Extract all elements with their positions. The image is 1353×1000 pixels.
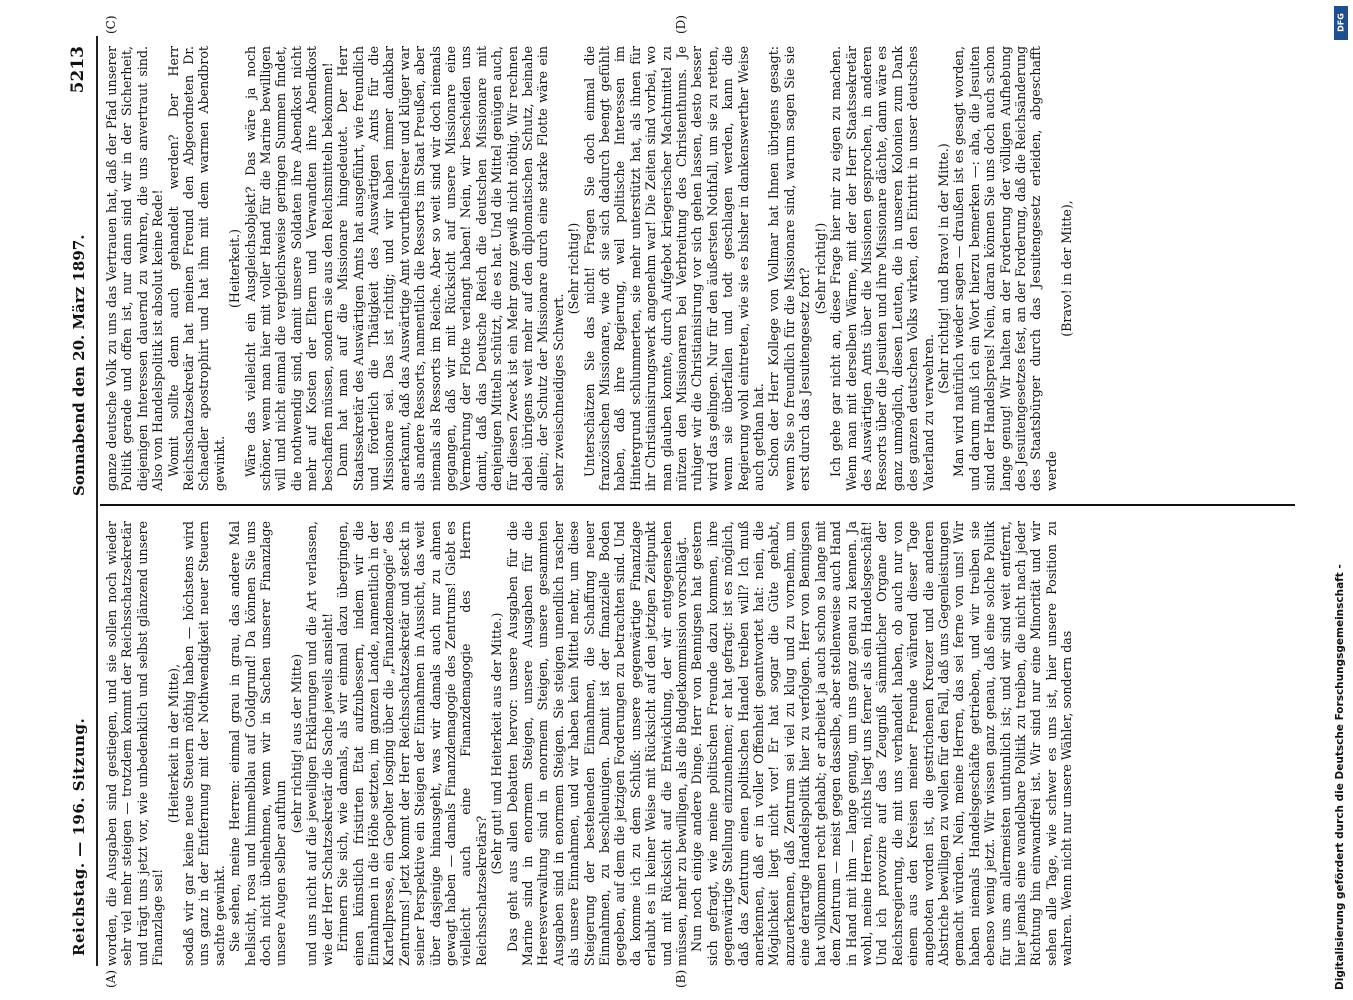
paragraph: (Heiterkeit in der Mitte),	[165, 663, 181, 824]
paragraph: Man wird natürlich wieder sagen — draußen ist es gesagt worden, und darum muß ich ein Wort hierzu bemerken —: aha, die Jesuiten sind der Handelspreis! Nein, daran können Sie uns doch auch schon lange genug! Wir halten an der Forderung der völligen Aufhebung des Jesuitengesetzes fest, an der Forderung, daß die Reichsänderung des Staatsbürger durch das Jesuitengesetz erleiden, abgeschafft werde	[951, 46, 1059, 491]
digitization-sidebar	[1330, 5, 1350, 995]
digitization-credit: Digitalisierung gefördert durch die Deutsche Forschungsgemeinschaft -	[1334, 564, 1346, 990]
paragraph: (Sehr richtig! und Bravo! in der Mitte.)	[935, 143, 951, 394]
paragraph: Ich gehe gar nicht an, diese Frage hier mir zu eigen zu machen. Wenn man mit derselben Wärme, mit der der Herr Staatssekretär des Auswärtigen Amts über die Missionen gesprochen, in anderen Ressorts über die Jesuiten und ihre Missionare dächte, dann wäre es ganz unmöglich, diesen Leuten, die in unseren Kolonien zum Dank des ganzen deutschen Volks wirken, den Eintritt in unser deutsches Vaterland zu verwehren.	[828, 46, 936, 491]
paragraph: worden, die Ausgaben sind gestiegen, und sie sollen noch wieder sehr viel mehr steigen — trotzdem kommt der Reichsschatzsekretär und trägt uns jetzt vor, wie unbedenklich und selbst glänzend unsere Finanzlage sei!	[104, 521, 166, 966]
rotated-page	[64, 15, 1304, 988]
page-header	[64, 36, 104, 966]
paragraph: und uns nicht auf die jeweiligen Erklärungen und die Art verlassen, wie der Herr Schatzsekretär die Sache jeweils ansieht!	[304, 521, 335, 966]
page-number: 5213	[68, 46, 88, 94]
marker-c: (C)	[104, 15, 118, 34]
paragraph: (Sehr gut! und Heiterkeit aus der Mitte.)	[489, 612, 505, 875]
marker-b: (B)	[674, 969, 688, 988]
paragraph: Womit sollte denn auch gehandelt werden? Der Herr Reichsschatzsekretär hat meinen Freund den Abgeordneten Dr. Schaedler apostrophirt und hat ihm mit dem warmen Abendbrot gewinkt.	[165, 46, 227, 491]
marker-d: (D)	[674, 15, 688, 34]
paragraph: Nun noch einige andere Dinge. Herr von Bennigsen hat gestern sich gefragt, wie meine politischen Freunde dazu kommen, ihre gegenwärtige Stellung einzunehmen; er hat gefragt: ist es möglich, daß das Zentrum einen politischen Handel treiben will? Ich muß anerkennen, daß er in voller Offenheit geantwortet hat: nein, die Möglichkeit liegt nicht vor! Er hat sogar die Güte gehabt, anzuerkennen, daß Zentrum sei viel zu klug und zu vornehm, um eine derartige Handelspolitik hier zu verfolgen. Herr von Bennigsen hat vollkommen recht gehabt; er arbeitet ja auch schon so lange mit dem Zentrum — meist gegen dasselbe, aber stellenweise auch Hand in Hand mit ihm — lange genug, um uns ganz genau zu kennen. Ja wohl, meine Herren, nichts liegt uns ferner als ein Handelsgeschäft! Und ich provozire auf das Zeugniß sämmtlicher Organe der Reichsregierung, die mit uns verhandelt haben, ob auch nur von einem aus den Kreisen meiner Freunde während dieser Tage angeboten worden ist, die gestrichenen Kreuzer und die anderen Abstriche bewilligen zu wollen für den Fall, daß uns Gegenleistungen gemacht würden. Nein, meine Herren, das sei ferne von uns! Wir haben niemals Handelsgeschäfte getrieben, und wir treiben sie ebenso wenig jetzt. Wir wissen ganz genau, daß eine solche Politik für uns am allermeisten unthunlich ist; und wir sind weit entfernt, hier jemals eine wandelbare Politik zu treiben, die nicht nach jeder Richtung hin einwandfrei ist. Wir sind nur eine Minorität und wir sehen alle Tage, wie schwer es uns ist, hier unsere Position zu wahren. Wenn nicht nur unsere Wähler, sondern das	[689, 521, 1075, 966]
paragraph: Sie sehen, meine Herren: einmal grau in grau, das andere Mal hellsicht, rosa und himmelblau auf Goldgrund! Da können Sie uns doch nicht übelnehmen, wenn wir in Sachen unserer Finanzlage unsere Augen selber aufthun	[227, 521, 289, 966]
header-rule	[96, 36, 98, 966]
paragraph: sodaß wir gar keine neue Steuern nöthig haben — höchstens wird uns ganz in der Entfernung mit der Nothwendigkeit neuer Steuern sachte gewinkt.	[181, 521, 227, 966]
paragraph: ganze deutsche Volk zu uns das Vertrauen hat, daß der Pfad unserer Politik gerade und offen ist, nur dann sind wir in der Sicherheit, diejenigen Interessen dauernd zu wahren, die uns anvertraut sind. Also von Handelspolitik ist absolut keine Rede!	[104, 46, 166, 491]
paragraph: Wäre das vielleicht ein Ausgleichsobjekt? Das wäre ja noch schöner, wenn man hier mit voller Hand für die Marine bewilligen will und nicht einmal die vergleichsweise geringen Summen findet, die nothwendig sind, damit unsere Soldaten ihre Abendkost nicht mehr auf Kosten der Eltern und Verwandten ihre Abendkost beschaffen müssen, sondern sie aus den Reichsmitteln bekommen!	[242, 46, 335, 491]
header-session: Reichstag. — 196. Sitzung.	[70, 717, 88, 956]
marker-a: (A)	[104, 969, 118, 988]
paragraph: Unterschätzen Sie das nicht! Fragen Sie doch einmal die französischen Missionare, wie oft sie sich dadurch beengt gefühlt haben, daß ihre Regierung, weil politische Interessen im Hintergrund schlummerten, sie mehr unterstützt hat, als ihnen für ihr Christianisirungswerk angenehm war! Die Zeiten sind vorbei, wo man glauben konnte, durch Aufgebot kriegerischer Machtmittel zu nützen den Missionaren bei Verbreitung des Christenthums. Je ruhiger wir die Christianisirung vor sich gehen lassen, desto besser wird das gelingen. Nur für den äußersten Nothfall, um sie zu retten, wenn sie überfallen und todt geschlagen werden, kann die Regierung wohl eintreten, wie sie es bisher in dankenswerther Weise auch gethan hat.	[581, 46, 767, 491]
column-divider	[100, 504, 1295, 506]
header-date: Sonnabend den 20. März 1897.	[70, 234, 88, 496]
dfg-logo	[1334, 6, 1348, 40]
paragraph: (Bravo! in der Mitte),	[1059, 200, 1075, 337]
paragraph: (Heiterkeit.)	[227, 229, 243, 308]
paragraph: Erinnern Sie sich, wie damals, als wir einmal dazu übergingen, einen künstlich fristirten Etat aufzubessern, indem wir die Einnahmen in die Höhe setzten, im ganzen Lande, namentlich in der Kartellpresse, ein Gepolter losging über die „Finanzdemagogie“ des Zentrums! Jetzt kommt der Herr Reichsschatzsekretär und steckt in seiner Perspektive ein Steigen der Einnahmen in Aussicht, das weit über dasjenige hinausgeht, was wir damals auch nur zu ahnen gewagt haben — damals Finanzdemagogie des Zentrums! Giebt es vielleicht auch eine Finanzdemagogie des Herrn Reichsschatzsekretärs?	[335, 521, 489, 966]
left-column	[104, 521, 1294, 966]
paragraph: (sehr richtig! aus der Mitte)	[288, 653, 304, 834]
paragraph: (Sehr richtig!)	[566, 222, 582, 315]
paragraph: (Sehr richtig!)	[812, 222, 828, 315]
right-column	[104, 46, 1294, 491]
paragraph: Das geht aus allen Debatten hervor: unsere Ausgaben für die Marine sind in enormem Steigen, unsere Ausgaben für die Heeresverwaltung sind in enormem Steigen, unsere gesammten Ausgaben sind in enormem Steigen. Sie steigen unendlich rascher als unsere Einnahmen, und wir haben kein Mittel mehr, um diese Steigerung der bestehenden Einnahmen, die Schaffung neuer Einnahmen, zu beschleunigen. Damit ist der finanzielle Boden gegeben, auf dem die jetzigen Forderungen zu betrachten sind. Und da komme ich zu dem Schluß: unsere gegenwärtige Finanzlage erlaubt es in keiner Weise mit Rücksicht auf den jetzigen Zeitpunkt und mit Rücksicht auf die Entwicklung, der wir entgegensehen müssen, mehr zu bewilligen, als die Budgetkommission vorschlägt.	[504, 521, 690, 966]
dfg-logo-text: DFG	[1336, 13, 1346, 32]
paragraph: Schon der Herr Kollege von Vollmar hat Ihnen übrigens gesagt: wenn Sie so freundlich für die Missionare sind, warum sagen Sie sie erst durch das Jesuitengesetz fort?	[766, 46, 813, 491]
paragraph: Dann hat man auf die Missionare hingedeutet. Der Herr Staatssekretär des Auswärtigen Amts hat ausgeführt, wie freundlich und förderlich die Thätigkeit des Auswärtigen Amts für die Missionare sei. Das ist richtig; und wir haben immer dankbar anerkannt, daß das Auswärtige Amt vorurtheilsfreier und klüger war als andere Ressorts, namentlich die Ressorts im Staat Preußen, aber niemals als Ressorts im Reiche. Aber so weit sind wir doch niemals gegangen, daß wir mit Rücksicht auf unsere Missionare eine Vermehrung der Flotte verlangt haben! Nein, wir bescheiden uns damit, daß das Deutsche Reich die deutschen Missionare mit denjenigen Mitteln schützt, die es hat. Und die Mittel genügen auch, für diesen Zweck ist ein Mehr ganz gewiß nicht nöthig. Wir rechnen dabei übrigens weit mehr auf den diplomatischen Schutz, beinahe allein; der Schutz der Missionare durch eine starke Flotte wäre ein sehr zweischneidiges Schwert.	[335, 46, 566, 491]
